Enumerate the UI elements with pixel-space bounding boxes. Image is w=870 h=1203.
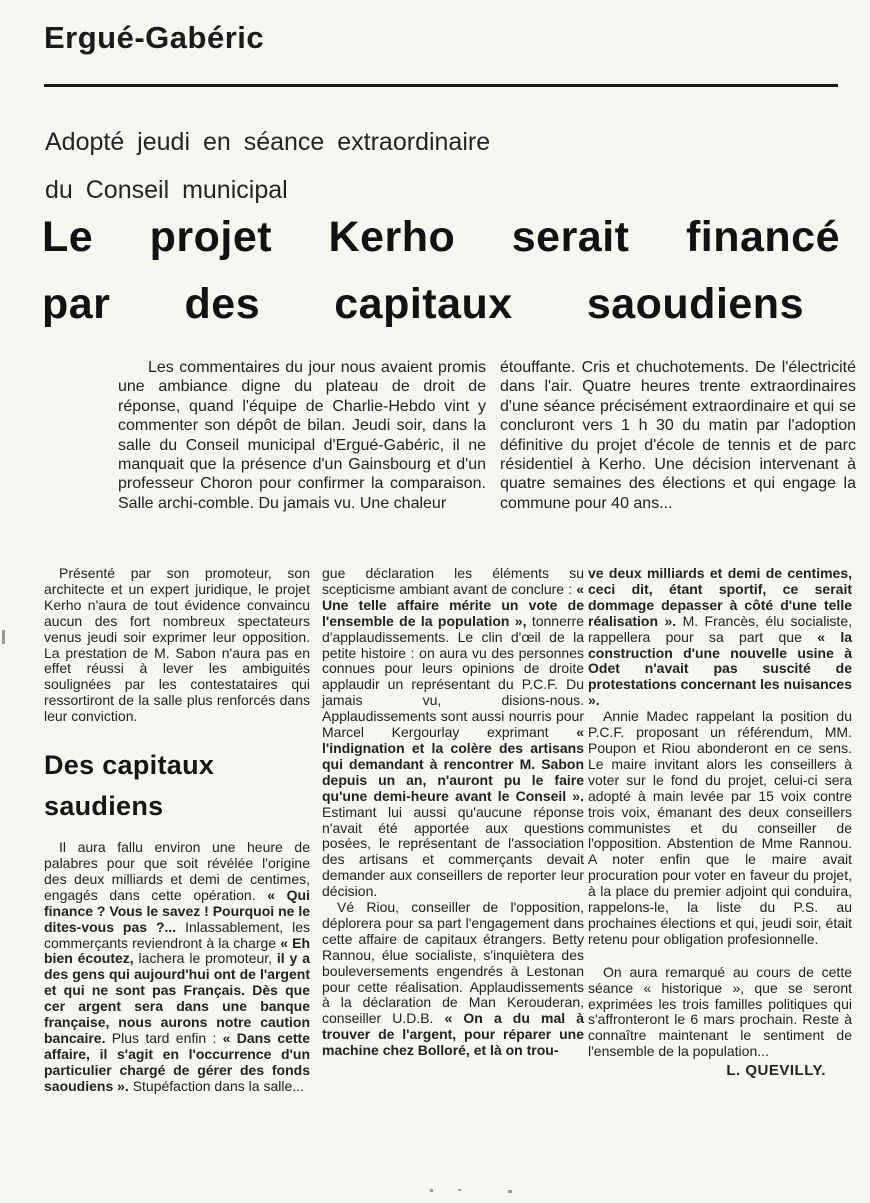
scan-speckle [458,1189,461,1191]
subhead-line: saudiens [44,791,164,822]
kicker [45,118,490,214]
headline-line: par des capitaux saoudiens [42,280,804,328]
scan-speckle [2,630,5,644]
paragraph: Vé Riou, conseiller de l'opposition, déplorera pour sa part l'engagement dans cette affaire de capitaux étrangers. Betty Rannou, élue socialiste, s'inquiètera des bouleversements engendrés à Lestonan pour cette réalisation. Applaudissements à la déclaration de Man Kerouderan, conseiller U.D.B. « On a du mal à trouver de l'argent, pour réparer une machine chez Bolloré, et là on trou- [322,899,584,1059]
lead-column-left: Les commentaires du jour nous avaient promis une ambiance digne du plateau de droit de réponse, quand l'équipe de Charlie-Hebdo vint y commenter son dépôt de bilan. Jeudi soir, dans la salle du Conseil municipal d'Ergué-Gabéric, il ne manquait que la présence d'un Gainsbourg et d'un professeur Choron pour confirmer la comparaison. Salle archi-comble. Du jamais vu. Une chaleur [118,359,486,512]
paragraph: ve deux milliards et demi de centimes, ceci dit, étant sportif, ce serait dommage depasser à côté d'une telle réalisation ». M. Francès, élu socialiste, rappellera pour sa part que « la construction d'une nouvelle usine à Odet n'avait pas suscité de protestations concernant les nuisances ». [588,565,852,709]
headline [42,204,840,338]
section-rule [44,84,838,87]
paragraph: Il aura fallu environ une heure de palabres pour que soit révélée l'origine des deux milliards et demi de centimes, engagés dans cette opération. « Qui finance ? Vous le savez ! Pourquoi ne le dites-vous pas ?... Inlassablement, les commerçants reviendront à la charge « Eh bien écoutez, lachera le promoteur, il y a des gens qui aujourd'hui ont de l'argent et qui ne sont pas Français. Dès que cer argent sera dans une banque française, nous aurons notre caution bancaire. Plus tard enfin : « Dans cette affaire, il s'agit en l'occurrence d'un particulier chargé de gérer des fonds saoudiens ». Stupéfaction dans la salle... [44,839,311,1094]
kicker-line: du Conseil municipal [45,176,288,204]
headline-line: Le projet Kerho serait financé [42,213,840,261]
paragraph: Présenté par son promoteur, son architecte et un expert juridique, le projet Kerho n'aura de tout évidence convaincu aucun des fort nombreux spectateurs venus jeudi soir exprimer leur opposition. La prestation de M. Sabon n'aura pas en effet réussi à lever les ambiguités soulignées par les contestataires qui ressortiront de la salle plus renforcés dans leur conviction. [44,565,310,725]
subhead [44,745,310,827]
article-column-3 [588,566,852,1079]
paragraph: Annie Madec rappelant la position du P.C.F. proposant un référendum, MM. Poupon et Riou abonderont en ce sens. Le maire invitant alors les conseillers à voter sur le fond du projet, celui-ci sera adopté à main levée par 15 voix contre trois voix, émanant des deux conseillers communistes et du conseiller de l'opposition. Abstention de Mme Rannou. A noter enfin que le maire avait procuration pour voter en faveur du projet, à la place du premier adjoint qui conduira, rappelons-le, la liste du P.S. au prochaines élections et qui, jeudi soir, était retenu pour obligation profesionnelle. [588,708,852,947]
paragraph: gue déclaration les éléments su scepticisme ambiant avant de conclure : « Une telle affaire mérite un vote de l'ensemble de la population », tonnerre d'applaudissements. Le clin d'œil de la petite histoire : on aura vu des personnes connues pour leurs opinions de droite applaudir un représentant du P.C.F. Du jamais vu, disions-nous. Applaudissements sont aussi nourris pour Marcel Kergourlay exprimant « l'indignation et la colère des artisans qui demandant à rencontrer M. Sabon depuis un an, n'auront pu le faire qu'une demi-heure avant le Conseil ». Estimant lui aussi qu'aucune réponse n'avait été apportée aux questions posées, le représentant de l'association des artisans et commerçants devait demander aux conseillers de reporter leur décision. [322,565,584,900]
byline: L. QUEVILLY. [726,1062,826,1080]
scan-speckle [430,1189,433,1192]
article-column-2 [322,566,584,1059]
scan-speckle [508,1190,512,1193]
lead-column-right: étouffante. Cris et chuchotements. De l'électricité dans l'air. Quatre heures trente extraordinaires d'une séance précisément extraordinaire et qui se concluront vers 1 h 30 du matin par l'adoption définitive du projet d'école de tennis et de parc résidentiel à Kerho. Une décision intervenant à quatre semaines des élections et qui engage la commune pour 40 ans... [500,359,856,512]
subhead-line: Des capitaux [44,750,215,781]
section-title: Ergué-Gabéric [44,20,265,55]
article-column-1 [44,566,310,1095]
paragraph: On aura remarqué au cours de cette séance « historique », que se seront exprimées les trois familles politiques qui s'affronteront le 6 mars prochain. Reste à connaître maintenant le sentiment de l'ensemble de la population... [588,963,852,1060]
kicker-line: Adopté jeudi en séance extraordinaire [45,128,491,156]
